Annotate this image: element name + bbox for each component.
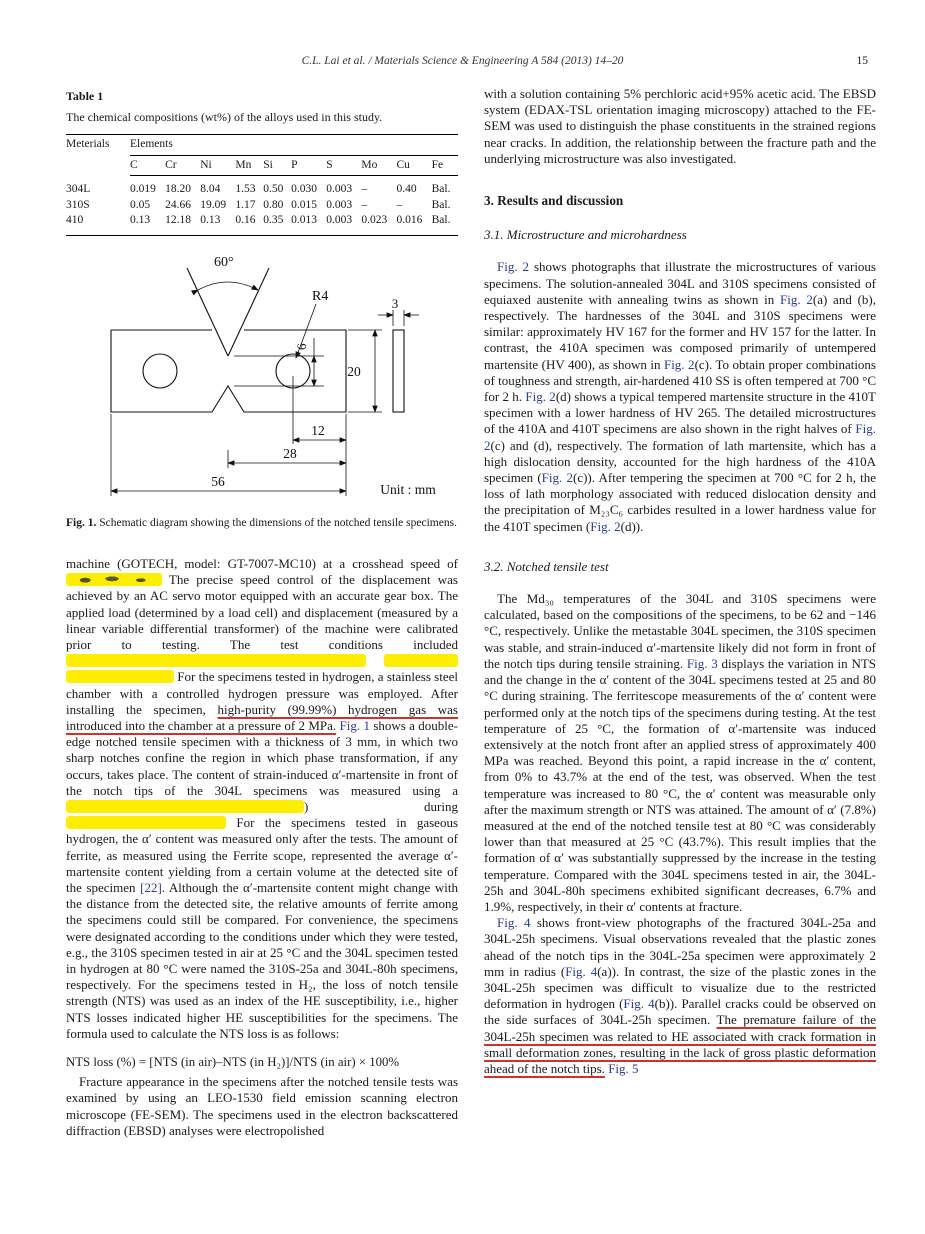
right-paragraph-2 xyxy=(484,259,876,534)
cell: 1.17 xyxy=(235,198,256,211)
top-notch-edges xyxy=(187,268,269,356)
running-head xyxy=(0,55,925,67)
col-Fe: Fe xyxy=(432,155,458,176)
cell: 0.16 xyxy=(235,214,256,227)
text-run xyxy=(366,653,384,668)
citation-link[interactable]: Fig. 2 xyxy=(779,291,813,307)
specimen-outline xyxy=(111,330,346,412)
angle-label: 60° xyxy=(214,254,234,270)
citation-link[interactable]: Fig. 3 xyxy=(686,655,718,671)
text-run: (a)). In contrast, the size of the plastic zones in the 304L-25h specimen was difficult to visualize due to the restricted deformation in hydrogen ( xyxy=(484,963,876,1012)
redaction-highlight xyxy=(66,670,174,683)
cell: 0.015 xyxy=(291,198,317,211)
left-paragraph-2 xyxy=(66,1074,458,1139)
cell: Bal. xyxy=(431,183,451,196)
text-run: The precise speed control of the displacement was achieved by an AC servo motor equipped with an accurate gear box. The applied load (determined by a load cell) and displacement (measured by a linear variable differential transformer) of the machine were calibrated prior to testing. The test conditions included xyxy=(66,572,458,652)
redaction-highlight xyxy=(66,573,162,586)
text-run: (c) and (d), respectively. The formation of lath martensite, which has a high dislocation density, accounted for the high hardness of the 410A specimen ( xyxy=(484,437,876,486)
cell: 0.35 xyxy=(263,214,284,227)
specimen-diagram xyxy=(66,252,458,504)
text-run: Fracture appearance in the specimens after the notched tensile tests was examined by using an LEO-1530 field emission scanning electron microscope (FE-SEM). The specimens used in the electron backscattered diffraction (EBSD) analyses were electropolished xyxy=(66,1074,458,1138)
citation-link[interactable]: Fig. 2 xyxy=(541,470,573,486)
citation-link[interactable]: Fig. 4 xyxy=(623,996,655,1012)
cell: 0.003 xyxy=(326,198,353,211)
citation-link[interactable]: Fig. 1 xyxy=(339,717,370,733)
cell: 0.05 xyxy=(130,198,151,211)
text-run: with a solution containing 5% perchloric acid+95% acetic acid. The EBSD system (EDAX-TSL orientation imaging microscopy) attached to the FE-SEM was used to distinguish the phase constituents in the strained regions near cracks. In addition, the relationship between the fracture path and the underlying microstructure was also investigated. xyxy=(484,86,876,166)
cell: 0.013 xyxy=(291,214,317,227)
text-run: (d) shows a typical tempered martensite structure in the 410T specimen with a lower hardness of HV 265. The detailed microstructures of the 410A and 410T specimens are also shown in the right halves of xyxy=(484,389,876,437)
text-run: shows front-view photographs of the fractured 304L-25a and 304L-25h specimens. Visual observations revealed that the plastic zones ahead of the notch tips in the 304L-25a specimen were approximately 2 mm in radius ( xyxy=(484,915,877,979)
text-run: shows a double-edge notched tensile specimen with a thickness of 3 mm, in which two sharp notches confine the region in which phase transformation, if any occurs, takes place. The content of strain-induced α′-martensite in front of the notch tips of the 304L specimens was measured using a xyxy=(66,717,459,798)
right-paragraph-3 xyxy=(484,591,876,915)
height-label: 20 xyxy=(347,363,361,379)
right-paragraph-4 xyxy=(484,915,876,1077)
cell: 0.023 xyxy=(361,214,388,227)
figure-1 xyxy=(66,252,458,530)
col-Mn: Mn xyxy=(235,155,263,176)
col-Cu: Cu xyxy=(397,155,432,176)
text-run: shows photographs that illustrate the microstructures of various specimens. The solution-annealed 304L and 310S specimens consisted of equiaxed austenite with annealing twins as shown in xyxy=(484,259,876,307)
red-underlined-text: The premature failure of the 304L-25h specimen was related to HE associated with crack formation in small deformation zones, resulting in the lack of gross plastic deformation ahead of the notch tips. xyxy=(484,1012,876,1076)
radius-label: R4 xyxy=(312,288,329,304)
cell: 12.18 xyxy=(165,214,191,227)
header-citation: C.L. Lai et al. / Materials Science & Engineering A 584 (2013) 14–20 xyxy=(301,55,624,67)
col-Cr: Cr xyxy=(165,155,200,176)
text-run: . Although the α′-martensite content might change with the distance from the detected site, the relative amounts of ferrite among the specimens could still be compared. For convenience, the specimens were designated according to the conditions under which they were tested, e.g., the 310S specimen tested in air at 25 °C and the 304L specimen tested in hydrogen at 80 °C were named the 310S-25a and 304L-80h specimens, respectively. For the specimens tested in H₂, the loss of notch tensile strength (NTS) was used as an index of the HE susceptibility, i.e., higher NTS losses indicated higher HE susceptibilities for the specimens. The formula used to calculate the NTS loss is as follows: xyxy=(66,879,458,1041)
citation-link[interactable]: Fig. 2 xyxy=(484,421,876,453)
citation-link[interactable]: Fig. 2 xyxy=(497,259,530,275)
col-Si: Si xyxy=(263,155,291,176)
subsection-heading-2: 3.2. Notched tensile test xyxy=(484,558,609,574)
cell: 310S xyxy=(66,198,90,211)
text-run: For the specimens tested in hydrogen, a stainless steel chamber with a controlled hydrogen pressure was employed. After installing the specimen, xyxy=(66,669,458,717)
cell: 0.40 xyxy=(396,183,417,196)
cell: 0.016 xyxy=(396,214,423,227)
figure-caption-label: Fig. 1. xyxy=(66,516,97,529)
cell: 0.80 xyxy=(263,198,284,211)
angle-arc xyxy=(198,282,258,290)
citation-link[interactable]: Fig. 2 xyxy=(663,356,695,372)
col-C: C xyxy=(130,155,165,176)
composition-table xyxy=(66,134,458,236)
citation-link[interactable]: [22] xyxy=(140,879,162,895)
page-number: 15 xyxy=(856,55,868,67)
figure-caption-text: Schematic diagram showing the dimensions of the notched tensile specimens. xyxy=(96,516,457,529)
redaction-highlight xyxy=(66,816,226,829)
table-col-materials: Meterials xyxy=(66,138,110,151)
table-row xyxy=(66,182,458,198)
citation-link[interactable]: Fig. 2 xyxy=(590,518,621,534)
table-label: Table 1 xyxy=(66,89,104,103)
redaction-highlight xyxy=(66,800,304,813)
text-run: (d)). xyxy=(620,518,644,534)
citation-link[interactable]: Fig. 2 xyxy=(525,389,556,405)
text-run: machine (GOTECH, model: GT-7007-MC10) at a crosshead speed of xyxy=(66,555,458,571)
cell: 0.13 xyxy=(130,214,151,227)
text-run: (a) and (b), respectively. The hardnesses of the 304L and 310S specimens were similar: approximately HV 167 for the former and HV 157 for the latter. In contrast, the 410A specimen was composed primarily of untempered martensite (HV 400), as shown in xyxy=(484,291,877,372)
col-Ni: Ni xyxy=(200,155,235,176)
cell: 1.53 xyxy=(235,183,256,196)
text-run: (c)). After tempering the specimen at 700 °C for 2 h, the loss of lath morphology associated with reduced dislocation density and the precipitation of M₂₃C₆ carbides resulted in a lower hardness value for the 410T specimen ( xyxy=(484,470,876,534)
side-view-bar xyxy=(393,330,404,412)
cell: 18.20 xyxy=(165,183,191,196)
cell: Bal. xyxy=(431,214,451,227)
figure-caption xyxy=(66,516,458,530)
dim28-label: 28 xyxy=(283,445,297,461)
nts-loss-formula: NTS loss (%) = [NTS (in air)–NTS (in H₂)]/NTS (in air) × 100% xyxy=(66,1055,400,1069)
col-S: S xyxy=(326,155,361,176)
table-row xyxy=(66,213,458,229)
cell: Bal. xyxy=(431,198,451,211)
text-run: The Md₃₀ temperatures of the 304L and 310S specimens were calculated, based on the compositions of the specimens, to be 62 and −146 °C, respectively. Unlike the metastable 304L specimen, the 310S specimen was stable, and strain-induced α′-martensite likely did not form in front of the notch tips during tensile straining. xyxy=(484,591,876,671)
cell: – xyxy=(361,198,368,211)
section-heading: 3. Results and discussion xyxy=(484,193,624,209)
dim12-label: 12 xyxy=(311,422,325,438)
left-paragraph-1 xyxy=(66,556,458,1042)
right-column xyxy=(484,86,876,1077)
cell: – xyxy=(361,183,368,196)
dim56-label: 56 xyxy=(211,473,225,489)
cell: 24.66 xyxy=(165,198,191,211)
cell: – xyxy=(396,198,403,211)
text-run: (c). To obtain proper combinations of toughness and strength, air-hardened 410 SS is often tempered at 700 °C for 2 h. xyxy=(484,356,876,405)
table-row xyxy=(66,198,458,214)
cell: 410 xyxy=(66,214,84,227)
citation-link[interactable]: Fig. 5 xyxy=(608,1060,639,1076)
unit-label: Unit : mm xyxy=(380,481,436,497)
table-caption: The chemical compositions (wt%) of the alloys used in this study. xyxy=(66,110,383,125)
redaction-highlight xyxy=(66,654,366,667)
cell: 0.003 xyxy=(326,214,353,227)
cell: 304L xyxy=(66,183,91,196)
cell: 0.019 xyxy=(130,183,156,196)
col-Mo: Mo xyxy=(361,155,396,176)
cell: 0.003 xyxy=(326,183,353,196)
text-run: (b)). Parallel cracks could be observed on the side surfaces of 304L-25h specimen. xyxy=(484,996,876,1028)
left-column xyxy=(66,88,458,1139)
subsection-heading-1: 3.1. Microstructure and microhardness xyxy=(484,227,687,243)
col-P: P xyxy=(291,155,326,176)
citation-link[interactable]: Fig. 4 xyxy=(565,963,598,979)
citation-link[interactable]: Fig. 4 xyxy=(497,915,531,931)
right-paragraph-1 xyxy=(484,86,876,167)
cell: 0.50 xyxy=(263,183,284,196)
text-run: displays the variation in NTS and the change in the α′ content of the 304L specimens tested at 25 and 80 °C during straining. The ferritescope measurements of the α′ content were performed only at the notch tips of the specimens during testing. At the test temperature of 25 °C, the formation of α′-martensite was induced extensively at the notch front after an applied stress of approximately 400 MPa was reached. Beyond this point, a rapid increase in the α′ content, from 0% to 43.7% at the end of the test, was observed. When the test temperature was increased to 80 °C, the α′ content was measurable only after the maximum strength or NTS was attained. The amount of α′ (7.8%) measured at the end of the notched tensile test at 80 °C was considerably lower than that measured at 25 °C (43.7%). This result implies that the formation of α′ was substantially suppressed by the increase in the testing temperature. Compared with the 304L specimens tested in air, the 304L-25h and 304L-80h specimens exhibited significant decreases, 6.7% and 1.9%, respectively, in their α′ contents at fracture. xyxy=(484,655,877,914)
cell: 19.09 xyxy=(200,198,227,211)
red-underlined-text: high-purity (99.99%) hydrogen gas was introduced into the chamber at a pressure of 2 MPa. xyxy=(66,701,458,733)
cell: 0.13 xyxy=(200,214,221,227)
cell: 0.030 xyxy=(291,183,317,196)
text-run: ) during xyxy=(304,798,458,814)
redaction-highlight xyxy=(384,654,458,667)
thickness-label: 3 xyxy=(391,295,399,311)
table-col-elements: Elements xyxy=(130,135,458,156)
ligament-label: 6 xyxy=(294,343,309,350)
left-hole xyxy=(143,354,177,388)
text-run: For the specimens tested in gaseous hydrogen, the α′ content was measured only after the tests. The amount of ferrite, as measured using the Ferrite scope, represented the average α′-martensite content yielding from a certain volume at the detected site of the specimen xyxy=(66,815,458,895)
cell: 8.04 xyxy=(200,183,221,196)
